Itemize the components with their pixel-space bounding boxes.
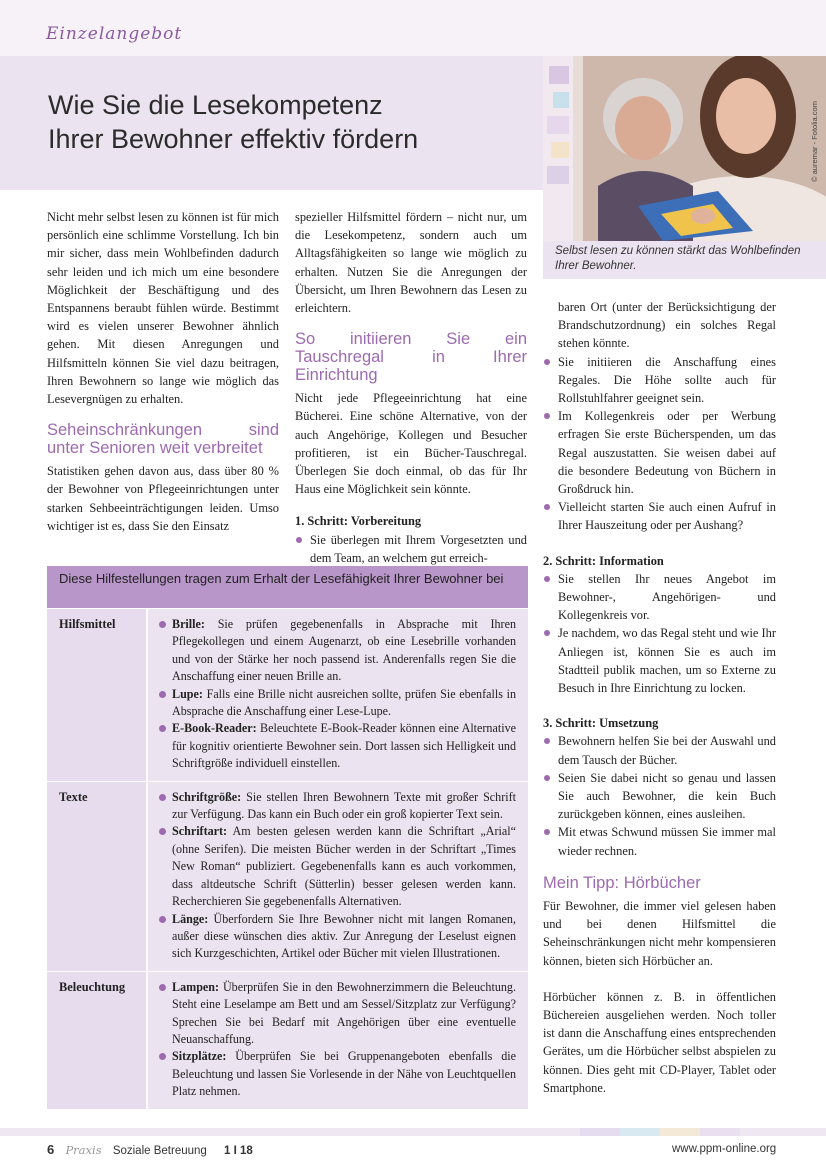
step-1-list-start — [295, 531, 527, 567]
item-text: Beleuchtete E-Book-Reader können eine Alternative für kognitiv orientierte Bewohner sein. Dort lassen sich Helligkeit und Schriftgröße individuell einstellen. — [172, 721, 516, 771]
list-item — [158, 823, 516, 910]
item-term: Sitzplätze: — [172, 1049, 227, 1064]
item-text: Falls eine Brille nicht ausreichen sollte, prüfen Sie ebenfalls in Absprache die Anschaffung einer Lese-Lupe. — [172, 686, 516, 719]
step-3-list — [543, 732, 776, 859]
step-3-heading: 3. Schritt: Umsetzung — [543, 716, 659, 731]
step-2-heading: 2. Schritt: Information — [543, 553, 664, 568]
magazine-name: Soziale Betreuung — [112, 1145, 207, 1157]
article-photo — [543, 56, 826, 241]
column-3 — [543, 298, 776, 1097]
item-term: Brille: — [172, 617, 205, 631]
tip-paragraph-1: Für Bewohner, die immer viel gelesen haben und bei denen Hilfsmittel die Seheinschränkungen nicht mehr kompensieren können, bieten sich Hörbücher an. — [543, 898, 776, 968]
hilfestellungen-table — [47, 566, 528, 1109]
step-1-continuation: baren Ort (unter der Berücksichtigung der Brandschutzordnung) ein solches Regal stehen könnte. — [558, 300, 776, 351]
list-item — [158, 789, 516, 824]
photo-illustration — [543, 56, 826, 241]
list-item: Sie initiieren die Anschaffung eines Regales. Die Höhe sollte auch für Rollstuhlfahrer geeignet sein. — [543, 353, 776, 408]
photo-credit-text: © auremar - Fotolia.com — [810, 101, 819, 182]
list-item: Sie stellen Ihr neues Angebot im Bewohner-, Angehörigen- und Kollegenkreis vor. — [543, 570, 776, 625]
footer-color-chip — [700, 1128, 740, 1136]
hilfsmittel-paragraph: spezieller Hilfsmittel fördern – nicht nur, um die Lesekompetenz, sondern auch um Alltagsfähigkeiten so lange wie möglich zu erhalten. Nutzen Sie die Anregungen der Übersicht, um Ihren Bewohnern das Lesen zu erleichtern. — [295, 210, 527, 316]
row-content — [146, 972, 528, 1109]
item-text: Überprüfen Sie in den Bewohnerzimmern die Beleuchtung. Steht eine Leselampe am Bett und am Sessel/Sitzplatz zur Verfügung? Sprechen Sie bei Bedarf mit Angehörigen über eine eventuelle Neuanschaffung. — [172, 979, 516, 1046]
list-item: Sie überlegen mit Ihrem Vorgesetzten und dem Team, an welchem gut erreich- — [295, 531, 527, 567]
item-term: Schriftart: — [172, 824, 228, 839]
footer-color-chip — [660, 1128, 700, 1136]
list-item — [158, 686, 516, 721]
table-row — [47, 971, 528, 1109]
row-label: Texte — [47, 782, 146, 971]
item-term: Lupe: — [172, 686, 203, 701]
section-kicker: Einzelangebot — [46, 24, 183, 44]
statistics-paragraph: Statistiken gehen davon aus, dass über 80 % der Bewohner von Pflegeeinrichtungen unter starken Sehbeeinträchtigungen leiden. Umso wichtiger ist es, dass Sie den Einsatz — [47, 464, 279, 533]
list-item — [158, 1048, 516, 1100]
step-1-heading: 1. Schritt: Vorbereitung — [295, 514, 422, 529]
title-line-1: Wie Sie die Lesekompetenz — [48, 90, 383, 120]
list-item — [158, 720, 516, 772]
table-row — [47, 608, 528, 781]
heading-tauschregal: So initiieren Sie ein Tauschregal in Ihrer Einrichtung — [295, 330, 527, 385]
footer-color-chip — [580, 1128, 620, 1136]
item-text: Überprüfen Sie bei Gruppenangeboten ebenfalls die Beleuchtung und lassen Sie Vorlesende in der Nähe von Leuchtquellen Platz nehmen. — [172, 1049, 516, 1099]
photo-caption: Selbst lesen zu können stärkt das Wohlbefinden Ihrer Bewohner. — [555, 245, 801, 272]
item-text: Sie stellen Ihren Bewohnern Texte mit großer Schrift zur Verfügung. Das kann ein Buch oder ein groß kopierter Text sein. — [172, 789, 516, 822]
website-link[interactable]: www.ppm-online.org — [672, 1143, 777, 1155]
row-label: Hilfsmittel — [47, 609, 146, 781]
intro-paragraph: Nicht mehr selbst lesen zu können ist für mich persönlich eine schlimme Vorstellung. Ich bin mir sicher, dass mein Wohlbefinden dadurch sehr leiden und ich mich um eine besondere Möglichkeit der Beschäftigung und des Entspannens beraubt fühlen würde. Bestimmt wird es vielen unserer Bewohner ähnlich gehen. Mit diesen Anregungen und Hilfsmitteln können Sie viel dazu beitragen, Ihren Bewohnern so lange wie möglich das Lesevergnügen zu erhalten. — [47, 210, 279, 407]
item-text: Am besten gelesen werden kann die Schriftart „Arial“ (ohne Serifen). Die meisten Bücher werden in der Schriftart „Times New Roman“ publiziert. Gegebenenfalls kann es auch vorkommen, dass altdeutsche Schrift (Sütterlin) besser gelesen werden kann. Recherchieren Sie gegebenenfalls Alternativen. — [172, 824, 516, 909]
step-1-list — [543, 353, 776, 535]
tip-paragraph-2: Hörbücher können z. B. in öffentlichen Büchereien ausgeliehen werden. Noch toller ist dann die Anschaffung eines entsprechenden Gerätes, um die Hörbücher selbst abspielen zu können. Dies geht mit CD-Player, Tablet oder Smartphone. — [543, 989, 776, 1095]
list-item: Je nachdem, wo das Regal steht und wie Ihr Anliegen ist, können Sie es auch im Stadtteil publik machen, um so Externe zu Besuch in Ihre Einrichtung zu locken. — [543, 624, 776, 697]
list-item: Mit etwas Schwund müssen Sie immer mal wieder rechnen. — [543, 823, 776, 859]
buecherei-paragraph: Nicht jede Pflegeeinrichtung hat eine Bücherei. Eine schöne Alternative, von der auch Angehörige, Kollegen und Besucher profitieren, ist ein Bücher-Tauschregal. Überlegen Sie doch einmal, ob das für Ihr Haus eine Möglichkeit sein könnte. — [295, 391, 527, 497]
item-text: Sie prüfen gegebenenfalls in Absprache mit Ihren Pflegekollegen und einem Augenarzt, ob eine Lesebrille vorhanden und von der Stärke her noch passend ist. Anderenfalls regen Sie die Anschaffung einer neuen Brille an. — [172, 617, 516, 684]
row-content — [146, 782, 528, 971]
heading-tipp-hoerbuecher: Mein Tipp: Hörbücher — [543, 873, 701, 892]
list-item: Im Kollegenkreis oder per Werbung erfragen Sie erste Bücherspenden, um das Regal auszustatten. Sie weisen dabei auf die besondere Bedeutung von Büchern in Großdruck hin. — [543, 407, 776, 498]
footer-color-chip — [620, 1128, 660, 1136]
item-term: Schriftgröße: — [172, 789, 242, 804]
row-content — [146, 609, 528, 781]
row-label: Beleuchtung — [47, 972, 146, 1109]
footer-left — [47, 1142, 253, 1157]
table-row — [47, 781, 528, 971]
list-item: Bewohnern helfen Sie bei der Auswahl und dem Tausch der Bücher. — [543, 732, 776, 768]
item-term: Länge: — [172, 911, 209, 926]
step-2-list — [543, 570, 776, 697]
list-item: Vielleicht starten Sie auch einen Aufruf in Ihrer Hauszeitung oder per Aushang? — [543, 498, 776, 534]
photo-credit — [810, 62, 822, 182]
list-item — [158, 979, 516, 1049]
item-text: Überfordern Sie Ihre Bewohner nicht mit langen Romanen, außer diese wünschen dies aktiv. Zur Anregung der Leselust eignen sich Kurzgeschichten, Artikel oder Bücher mit vielen Illustrationen. — [172, 911, 516, 961]
page-title — [48, 88, 528, 156]
title-line-2: Ihrer Bewohner effektiv fördern — [48, 124, 419, 154]
brand-name: Praxis — [65, 1143, 102, 1157]
list-item — [158, 616, 516, 686]
issue-number: 1 I 18 — [224, 1145, 253, 1157]
column-1 — [47, 208, 279, 535]
list-item — [158, 911, 516, 963]
column-2 — [295, 208, 527, 567]
table-header: Diese Hilfestellungen tragen zum Erhalt der Lesefähigkeit Ihrer Bewohner bei — [47, 566, 528, 608]
heading-seheinschraenkungen: Seheinschränkungen sind unter Senioren weit verbreitet — [47, 421, 279, 458]
item-term: E-Book-Reader: — [172, 721, 257, 736]
page-number: 6 — [47, 1142, 55, 1157]
item-term: Lampen: — [172, 979, 220, 994]
list-item: Seien Sie dabei nicht so genau und lassen Sie auch Bewohner, die kein Buch zurückgeben können, eines ausleihen. — [543, 769, 776, 824]
